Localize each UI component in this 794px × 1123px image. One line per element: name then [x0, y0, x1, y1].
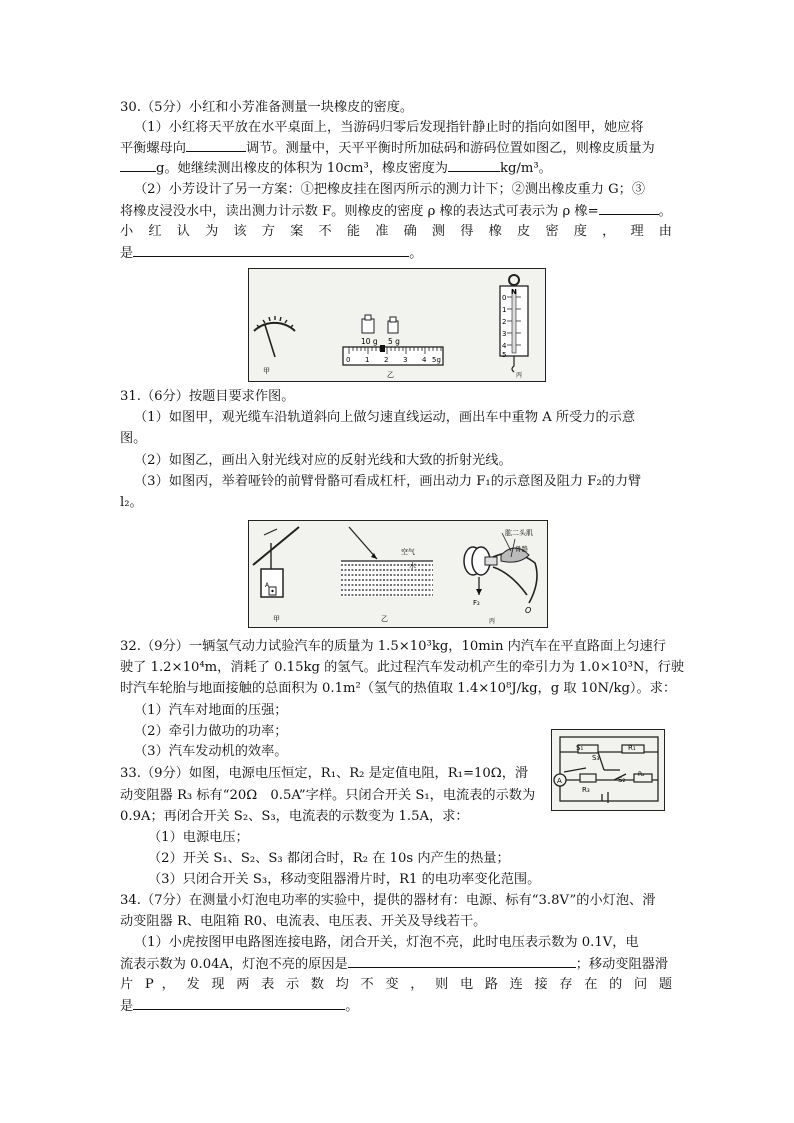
- spring-scale: [500, 275, 528, 372]
- label-bone: 骨骼: [515, 545, 528, 553]
- q33-item: （1）电源电压；: [148, 830, 249, 845]
- caption-yi: 乙: [381, 615, 388, 623]
- q30-line: 平衡螺母向 调节。测量中，天平平衡时所加砝码和游码位置如图乙，则橡皮质量为: [120, 138, 655, 159]
- q31-line: l₂。: [120, 495, 143, 510]
- caption-jia: 甲: [263, 367, 270, 375]
- answer-blank[interactable]: [133, 996, 345, 1010]
- arm-dumbbell-diagram: [464, 528, 537, 615]
- q31-line: （3）如图丙，举着哑铃的前臂骨骼可看成杠杆，画出动力 F₁的示意图及阻力 F₂的力臂: [134, 474, 642, 489]
- weight-5g: [388, 317, 400, 346]
- q31-figure: [248, 520, 548, 628]
- svg-text:0: 0: [346, 356, 351, 364]
- q34-line: （1）小虎按图甲电路图连接电路，闭合开关，灯泡不亮，此时电压表示数为 0.1V，电: [134, 935, 639, 950]
- svg-text:4: 4: [422, 356, 427, 364]
- answer-blank[interactable]: [133, 243, 409, 257]
- q30-line: 将橡皮浸没水中，读出测力计示数 F。则橡皮的密度 ρ 橡的表达式可表示为 ρ 橡= 。: [120, 201, 672, 222]
- label-r3: R₃: [582, 786, 590, 794]
- svg-text:N: N: [511, 288, 517, 296]
- label-r2: R₂: [638, 771, 645, 778]
- svg-text:4: 4: [502, 342, 507, 350]
- q31-line: （1）如图甲，观光缆车沿轨道斜向上做匀速直线运动，画出车中重物 A 所受力的示意: [134, 410, 636, 425]
- q33-circuit-figure: [551, 729, 665, 811]
- q33-line: 动变阻器 R₃ 标有“20Ω 0.5A”字样。只闭合开关 S₁，电流表的示数为: [120, 788, 536, 803]
- svg-text:1: 1: [365, 356, 370, 364]
- q32-line: 时汽车轮胎与地面接触的总面积为 0.1m²（氢气的热值取 1.4×10⁸J/kg，g 取 10N/kg）。求：: [120, 681, 677, 696]
- q32-line: 驶了 1.2×10⁴m，消耗了 0.15kg 的氢气。此过程汽车发动机产生的牵引力为 1.0×10³N，行驶: [120, 660, 685, 675]
- q33-line: 0.9A；再闭合开关 S₂、S₃，电流表的示数变为 1.5A，求：: [120, 809, 469, 824]
- svg-text:5: 5: [502, 351, 507, 359]
- q31-line: 图。: [120, 431, 147, 446]
- q34-line: 片 P ， 发 现 两 表 示 数 均 不 变 ， 则 电 路 连 接 存 在 的 问 题: [120, 977, 673, 992]
- answer-blank[interactable]: [120, 158, 156, 172]
- q30-line: 小 红 认 为 该 方 案 不 能 准 确 测 得 橡 皮 密 度 ， 理 由: [120, 224, 672, 239]
- q30-line: （2）小芳设计了另一方案：①把橡皮挂在图丙所示的测力计下；②测出橡皮重力 G；③: [134, 182, 646, 197]
- svg-text:5g: 5g: [432, 356, 441, 364]
- q34-line: 动变阻器 R、电阻箱 R0、电流表、电压表、开关及导线若干。: [120, 914, 487, 929]
- svg-text:3: 3: [502, 330, 507, 338]
- q33-item: （3）只闭合开关 S₃，移动变阻器滑片时，R1 的电功率变化范围。: [148, 872, 541, 887]
- q30-line: g。她继续测出橡皮的体积为 10cm³，橡皮密度为 kg/m³。: [120, 158, 552, 179]
- refraction-diagram: [341, 527, 433, 597]
- caption-yi: 乙: [387, 371, 394, 379]
- label-a: A: [265, 582, 270, 589]
- q33-item: （2）开关 S₁、S₂、S₃ 都闭合时，R₂ 在 10s 内产生的热量；: [148, 851, 510, 866]
- label-r1: R₁: [628, 744, 636, 752]
- caption-bing: 丙: [516, 372, 523, 379]
- q33-line: 33.（9分）如图，电源电压恒定，R₁、R₂ 是定值电阻，R₁=10Ω，滑: [120, 766, 529, 781]
- label-s2: S₂: [618, 776, 626, 784]
- cable-car-diagram: [253, 527, 299, 597]
- caption-jia: 甲: [273, 615, 280, 623]
- svg-text:0: 0: [502, 294, 507, 302]
- svg-text:2: 2: [502, 318, 507, 326]
- label-s1: S₁: [576, 744, 584, 752]
- rider-ruler: [343, 345, 443, 365]
- answer-blank[interactable]: [448, 158, 500, 172]
- label-muscle: 肱二头肌: [505, 529, 533, 537]
- q31-line: （2）如图乙，画出入射光线对应的反射光线和大致的折射光线。: [134, 453, 512, 468]
- svg-text:2: 2: [384, 356, 389, 364]
- answer-blank[interactable]: [599, 201, 659, 215]
- label-air: 空气: [401, 548, 415, 556]
- q32-line: 32.（9分）一辆氢气动力试验汽车的质量为 1.5×10³kg，10min 内汽车在平直路面上匀速行: [120, 639, 666, 654]
- answer-blank[interactable]: [186, 138, 246, 152]
- q32-item: （2）牵引力做功的功率；: [134, 724, 288, 739]
- label-pivot-o: O: [525, 606, 532, 615]
- q32-item: （1）汽车对地面的压强；: [134, 703, 288, 718]
- label-s3: S₃: [592, 754, 600, 762]
- svg-text:1: 1: [502, 306, 507, 314]
- svg-text:A: A: [557, 777, 562, 785]
- q30-heading: 30.（5分）小红和小芳准备测量一块橡皮的密度。: [120, 100, 414, 115]
- svg-text:5 g: 5 g: [388, 337, 400, 346]
- weight-10g: [361, 315, 378, 346]
- label-f2: F₂: [473, 599, 480, 607]
- q31-heading: 31.（6分）按题目要求作图。: [120, 389, 295, 404]
- svg-text:3: 3: [403, 356, 408, 364]
- balance-pointer-scale: [254, 316, 295, 357]
- label-water: 水: [409, 562, 416, 570]
- r3-rheostat: [580, 774, 596, 782]
- q30-figure: [248, 268, 546, 382]
- q34-line: 流表示数为 0.04A，灯泡不亮的原因是 ；移动变阻器滑: [120, 954, 668, 975]
- q32-item: （3）汽车发动机的效率。: [134, 744, 288, 759]
- q34-line: 是 。: [120, 996, 358, 1017]
- q34-line: 34.（7分）在测量小灯泡电功率的实验中，提供的器材有：电源、标有“3.8V”的小灯泡、滑: [120, 893, 656, 908]
- answer-blank[interactable]: [348, 954, 576, 968]
- q30-line: 是 。: [120, 243, 422, 264]
- q30-line: （1）小红将天平放在水平桌面上，当游码归零后发现指针静止时的指向如图甲，她应将: [134, 120, 644, 135]
- svg-text:10 g: 10 g: [361, 337, 378, 346]
- caption-bing: 丙: [489, 618, 496, 625]
